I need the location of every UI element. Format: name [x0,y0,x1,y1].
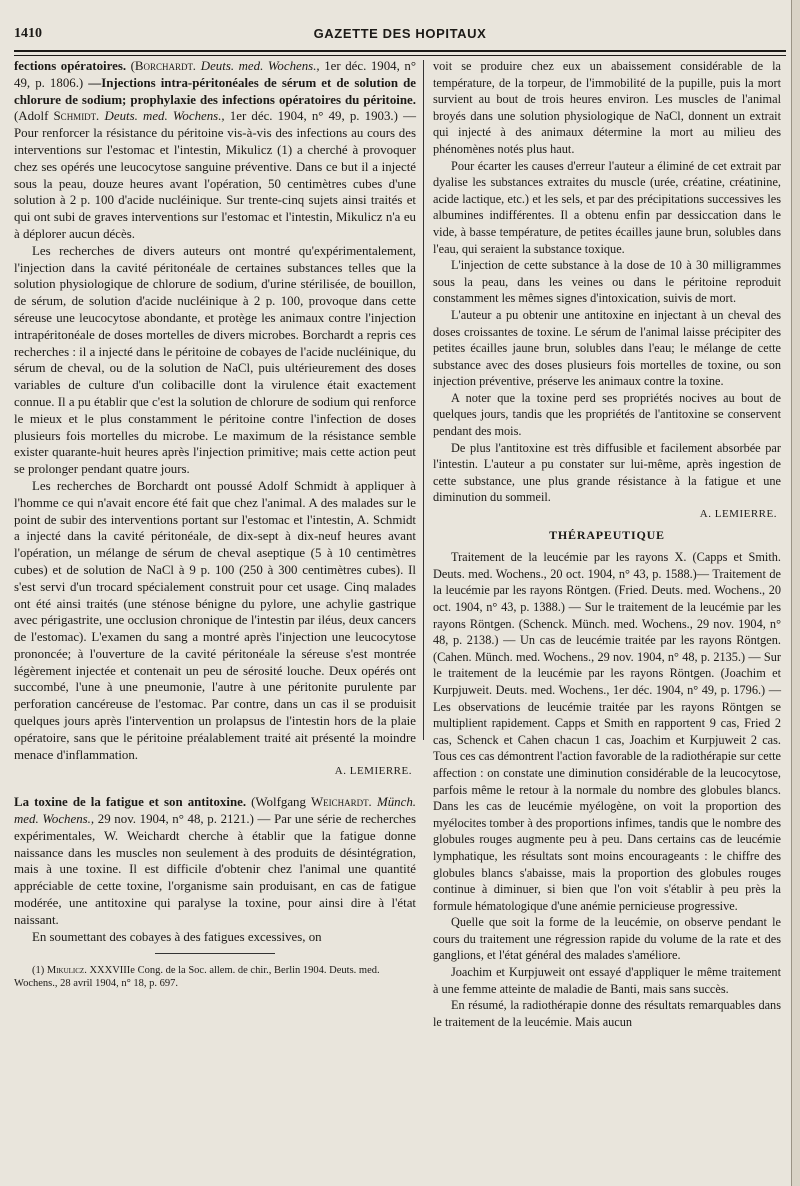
page-header [14,26,786,46]
article-paragraph: Quelle que soit la forme de la leucémie, on observe pendant le cours du traitement une régression rapide du volume de la rate et des ganglions, et l'état général des malades s'améliore. [433,915,781,963]
author-signature: A. LEMIERRE. [699,508,777,521]
article-paragraph: Les recherches de divers auteurs ont montré qu'expérimentalement, l'injection dans la cavité péritonéale de certaines substances telles que la solution physiologique de chlorure de sodium, d'urine stérilisée, de bouillon, de sérum, de solution d'acide nucléinique à 2 p. 100, provoque dans cette séreuse une leucocytose abondante, et protège les animaux contre l'injection intrapéritonéale de doses mortelles de divers microbes. Borchardt a repris ces recherches : il a injecté dans le péritoine de cobayes de l'acide nucléinique, du sérum de cheval, ou de la solution de NaCl, puis ultérieurement des doses variables de culture d'un colibacille dont la virulence était exactement connue. Il a pu établir que c'est la solution de chlorure de sodium qui renforce le mieux et le plus constamment le péritoine contre l'infection de doses plusieurs fois mortelles du microbe. Le maximum de la résistance semble exister quarante-huit heures après l'injection primitive; mais cette action peut se prolonger pendant quatre jours. [14,243,416,477]
article-paragraph: Les recherches de Borchardt ont poussé Adolf Schmidt à appliquer à l'homme ce qui n'avait encore été fait que chez l'animal. A des malades sur le point de subir des interventions portant sur l'estomac et l'intestin, A. Schmidt a injecté dans la cavité péritonéale, de dix-sept à dix-neuf heures avant l'opération, un mélange de sérum de cheval aseptique (5 à 10 centimètres cubes) et de solution de NaCl à 9 p. 100 (250 à 300 centimètres cubes). Il s'est servi d'un trocard spécialement construit pour cet usage. Cinq malades ont été ainsi traités (une sténose bénigne du pylore, une achylie gastrique avec périgastrite, une occlusion chronique de l'intestin par iléus, deux cancers de l'estomac). L'examen du sang a montré après l'injection une leucocytose prononcée; à l'ouverture de la cavité péritonéale la séreuse s'est montrée légèrement injectée et contenait un peu de sérosité louche. Deux opérés ont succombé, l'une à une pneumonie, l'autre à une péritonite purulente par perforation cancéreuse de l'estomac. Par contre, dans un cas il se produisit quelques jours après l'intervention un prolapsus de l'intestin hors de la plaie opératoire, sans que le péritoine préalablement traité ait présenté la moindre menace d'inflammation. [14,478,416,762]
ref-date: 29 nov. 1904, n° 48, p. 2121.) [94,812,254,827]
article-paragraph: De plus l'antitoxine est très diffusible et facilement absorbée par l'intestin. L'auteur a pu constater sur lui-même, après ingestion de cette substance, une plus grande résistance à la fatigue et une diminution du sommeil. [433,440,781,505]
article-title: La toxine de la fatigue et son antitoxine. [14,795,247,810]
footnote [14,964,416,990]
article-title: fections opératoires. [14,59,127,73]
article-paragraph: Traitement de la leucémie par les rayons X. (Capps et Smith. Deuts. med. Wochens., 20 oct. 1904, n° 43, p. 1588.)— Traitement de la leucémie par les rayons Röntgen. (Fried. Deuts. med. Wochens., 20 oct. 1904, n° 43, p. 1388.) — Sur le traitement de la leucémie par les rayons Röntgen. (Schenck. Münch. med. Wochens., 29 nov. 1904, n° 48, p. 2138.) — Un cas de leucémie traitée par les rayons Röntgen. (Cahen. Münch. med. Wochens., 29 nov. 1904, n° 48, p. 2135.) — Sur le traitement de la leucémie par les rayons Röntgen. (Joachim et Kurpjuweit. Deuts. med. Wochens., 1er déc. 1904, n° 49, p. 1796.) — Les observations de leucémie traitée par les rayons Röntgen se multiplient rapidement. Capps et Smith en rapportent 9 cas, Fried 2 cas, Schenck et Cahen chacun 1 cas, Joachim et Kurpjuweit 2 cas. Tous ces cas démontrent l'action favorable de la radiothérapie sur cette affection : on constate une diminution considérable de la leucocytose, parfois même le retour à la normale du nombre des globules blancs. Dans les cas de leucémie myélogène, on voit la proportion des myélocites tomber à des proportions infimes, tandis que le nombre des globules rouges augmente peu à peu. Dans certains cas de leucémie lymphatique, les résultats sont moins encourageants : le chiffre des globules blancs s'abaisse, mais la proportion des globules rouges continue à diminuer, si bien que l'on voit s'établir à peu près la formule hématologique d'une anémie pernicieuse progressive. [433,550,781,913]
ref-author: Weichardt [311,795,369,810]
article-paragraph: En soumettant des cobayes à des fatigues excessives, on [32,929,322,944]
header-rule-thick [14,50,786,52]
footnote-text: . XXXVIIIe Cong. de la Soc. allem. de chir., Berlin 1904. Deuts. med. Wochens., 28 avril 1904, n° 18, p. 697. [14,965,380,990]
left-column [14,58,416,990]
article-paragraph: A noter que la toxine perd ses propriétés nocives au bout de quelques jours, tandis que les propriétés de l'antitoxine se conservent pendant des mois. [433,390,781,439]
column-divider [423,60,424,740]
article-paragraph: En résumé, la radiothérapie donne des résultats remarquables dans le traitement de la leucémie. Mais aucun [433,998,781,1029]
footnote-mark: (1) [32,965,47,977]
ref-journal: . Deuts. med. Wochens., [193,59,320,73]
footnote-author: Mikulicz [46,965,85,977]
article-paragraph: Joachim et Kurpjuweit ont essayé d'appliquer le même traitement à une femme atteinte de maladie de Banti, mais sans succès. [433,965,781,996]
ref-text: (Adolf [14,109,54,124]
author-signature: A. LEMIERRE. [334,765,412,778]
ref-author: Schmidt [53,109,97,124]
page-number: 1410 [14,26,42,41]
running-title: GAZETTE DES HOPITAUX [313,26,487,41]
footnote-rule [155,953,275,954]
article-paragraph: voit se produire chez eux un abaissement considérable de la température, de la torpeur, de l'immobilité de la pupille, puis la mort survient au bout de trois heures environ. Les muscles de l'animal broyés dans une solution physiologique de NaCl, donnent un extrait qui injecté à des animaux détermine la mort au milieu des phénomènes notés plus haut. [433,59,781,156]
right-column [433,58,781,1030]
ref-text: ( [126,59,135,73]
article-title: —Injections intra-péritonéales de sérum et de solution de chlorure de sodium; prophylaxie des infections opératoires du péritoine. [14,75,416,107]
ref-date: 1er déc. 1904, n° 49, p. 1806.) [14,59,416,90]
article-paragraph: L'auteur a pu obtenir une antitoxine en injectant à un cheval des doses croissantes de toxine. Le sérum de l'animal laisse précipiter des petites écailles jaune brun, solubles dans l'eau; le mélange de cette substance avec des doses plusieurs fois mortelles de toxine, ou son injection préventive, préserve les animaux contre la toxine. [433,307,781,389]
ref-text: (Wolfgang [246,795,312,810]
ref-journal: . Deuts. med. Wochens., [96,109,225,124]
ref-journal: . Münch. med. Wochens., [14,795,416,827]
page-edge [791,0,800,1186]
article-paragraph: L'injection de cette substance à la dose de 10 à 30 milligrammes sous la peau, dans les veines ou dans le péritoine reproduit constamment les mêmes signes d'intoxication, suivis de mort. [433,258,781,306]
article-paragraph: Pour écarter les causes d'erreur l'auteur a éliminé de cet extrait par dyalise les substances extraites du muscle (urée, créatine, créatinine, acide lactique, etc.) et les sels, et par des précipitations successives les albumines indifférentes. Il a obtenu enfin par dessiccation dans le vide, à basse température, de petites écailles jaune brun, solubles dans l'eau, qui seraient la substance toxique. [433,158,781,256]
article-body: — Pour renforcer la résistance du péritoine vis-à-vis des infections au cours des interventions sur l'estomac et l'intestin, Mikulicz (1) a cherché à provoquer chez ses opérés une leucocytose sanguine préventive. Dans ce but il a injecté sous la peau, douze heures avant l'opération, 50 centimètres cubes d'une solution à 2 p. 100 d'acide nucléinique. Sur trente-cinq sujets ainsi traités et qui ont subi de graves interventions sur l'estomac et l'intestin, Mikulicz n'a eu à déplorer aucun décès. [14,109,416,241]
article-paragraph [14,58,416,243]
spacer [14,780,416,794]
ref-date: 1er déc. 1904, n° 49, p. 1903.) [224,109,398,124]
article-paragraph [14,794,416,928]
ref-author: Borchardt [134,59,194,73]
header-rule-thin [14,55,786,56]
article-body: — Par une série de recherches expérimentales, W. Weichardt cherche à établir que la fatigue donne naissance dans les muscles non seulement à des produits de désintégration, mais à une toxine. Il est difficile d'obtenir chez l'animal une quantité appréciable de cette toxine, l'organisme sain produisant, en cas de fatigue modérée, une antitoxine qui paralyse la toxine, pour ainsi dire à l'état naissant. [14,812,417,927]
section-heading: THÉRAPEUTIQUE [549,527,665,542]
